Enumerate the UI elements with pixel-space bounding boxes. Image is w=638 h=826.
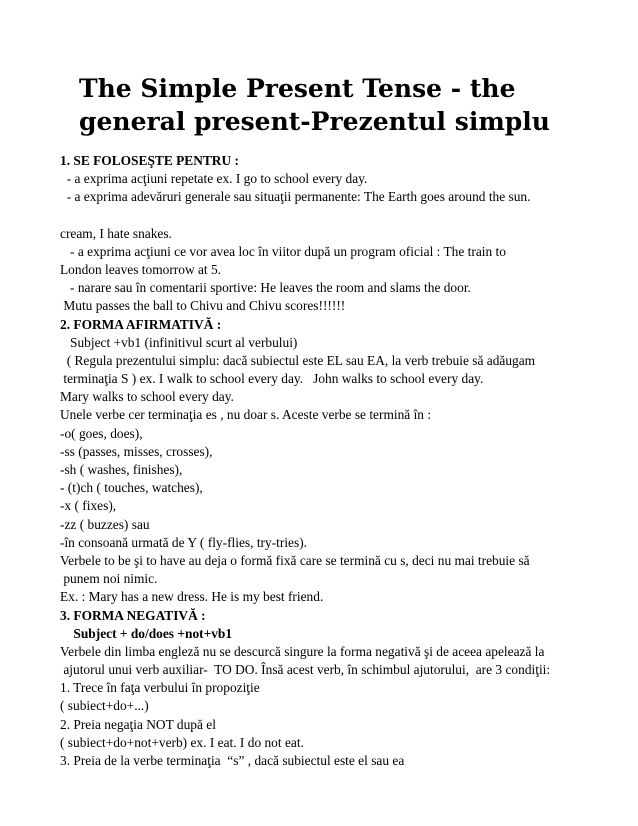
text-line: punem noi nimic. (60, 571, 158, 587)
text-line: ( subiect+do+...) (60, 698, 149, 714)
text-line: ( Regula prezentului simplu: dacă subiectul este EL sau EA, la verb trebuie să adăugam (60, 352, 536, 368)
formula-negative: Subject + do/does +not+vb1 (60, 625, 233, 641)
title-line-2: general present-Prezentul simplu (79, 107, 550, 136)
formula-affirmative: Subject +vb1 (infinitivul scurt al verbului) (60, 334, 298, 350)
text-line: Mutu passes the ball to Chivu and Chivu scores!!!!!! (60, 298, 346, 314)
condition-item: 1. Trece în faţa verbului în propoziţie (60, 680, 260, 696)
text-line: terminaţia S ) ex. I walk to school every day. John walks to school every day. (60, 371, 484, 387)
ending-item: -o( goes, does), (60, 425, 143, 441)
text-line: - narare sau în comentarii sportive: He leaves the room and slams the door. (60, 280, 471, 296)
document-body (60, 152, 620, 770)
ending-item: -zz ( buzzes) sau (60, 516, 150, 532)
text-line: Unele verbe cer terminaţia es , nu doar s. Aceste verbe se termină în : (60, 407, 432, 423)
ending-item: -ss (passes, misses, crosses), (60, 443, 213, 459)
text-line: Verbele to be şi to have au deja o formă fixă care se termină cu s, deci nu mai trebuie să (60, 552, 530, 568)
text-line: - a exprima adevăruri generale sau situaţii permanente: The Earth goes around the sun. (60, 189, 531, 205)
section-3-heading: 3. FORMA NEGATIVĂ : (60, 607, 206, 623)
ending-item: -x ( fixes), (60, 498, 117, 514)
ending-item: - (t)ch ( touches, watches), (60, 480, 203, 496)
text-line: London leaves tomorrow at 5. (60, 261, 222, 277)
ending-item: -în consoană urmată de Y ( fly-flies, try-tries). (60, 534, 308, 550)
text-line: Mary walks to school every day. (60, 389, 234, 405)
title-line-1: The Simple Present Tense - the (79, 74, 516, 103)
text-line: Verbele din limba engleză nu se descurcă singure la forma negativă şi de aceea apelează la (60, 643, 545, 659)
ending-item: -sh ( washes, finishes), (60, 462, 183, 477)
text-line: - a exprima acţiuni repetate ex. I go to school every day. (60, 171, 368, 187)
condition-item: 2. Preia negaţia NOT după el (60, 716, 216, 732)
text-line: cream, I hate snakes. (60, 225, 172, 241)
text-line: ( subiect+do+not+verb) ex. I eat. I do not eat. (60, 734, 304, 750)
page-title (79, 72, 599, 138)
text-line: ajutorul unui verb auxiliar- TO DO. Însă acest verb, în schimbul ajutorului, are 3 condiţii: (60, 662, 551, 678)
text-line: Ex. : Mary has a new dress. He is my best friend. (60, 589, 324, 605)
blank-line (60, 207, 620, 225)
text-line: - a exprima acţiuni ce vor avea loc în viitor după un program oficial : The train to (60, 243, 506, 259)
section-2-heading: 2. FORMA AFIRMATIVĂ : (60, 316, 222, 332)
section-1-heading: 1. SE FOLOSEŞTE PENTRU : (60, 153, 239, 168)
condition-item: 3. Preia de la verbe terminaţia “s” , dacă subiectul este el sau ea (60, 753, 405, 768)
